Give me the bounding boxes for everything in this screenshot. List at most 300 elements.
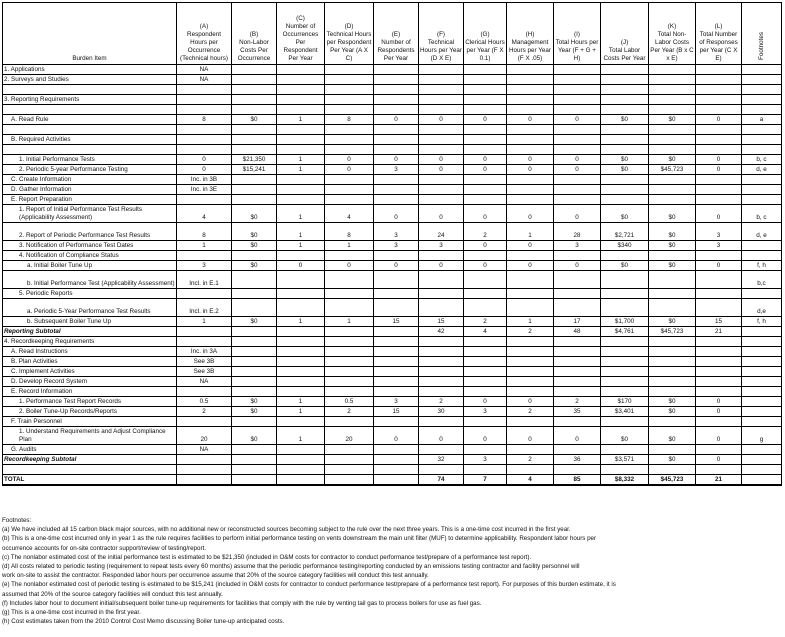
table-cell: $0 [649,261,696,271]
table-cell: 4 [177,205,232,223]
table-cell [507,417,554,427]
table-cell [696,289,742,299]
column-header [742,3,782,65]
table-cell [277,347,325,357]
column-header [232,3,277,65]
table-cell [277,145,325,155]
table-cell [696,95,742,105]
table-cell [742,337,782,347]
table-cell [419,251,464,261]
table-cell: 0 [696,407,742,417]
burden-item-cell: C. Implement Activities [3,367,177,377]
table-cell: $0 [649,317,696,327]
table-cell: Inc. in 3E [177,185,232,195]
table-cell: 0 [696,455,742,465]
burden-item-cell: 3. Notification of Performance Test Dates [3,241,177,251]
burden-item-cell: 3. Reporting Requirements [3,95,177,105]
table-cell [601,125,649,135]
table-cell: 20 [325,427,374,445]
table-row [3,261,782,271]
table-cell [374,185,419,195]
table-cell [325,85,374,95]
table-cell: 2 [177,407,232,417]
table-cell [232,195,277,205]
table-cell: 3 [696,223,742,241]
table-cell [601,251,649,261]
table-cell [507,85,554,95]
column-header [419,3,464,65]
table-cell [177,125,232,135]
table-cell: $4,761 [601,327,649,337]
table-cell [277,251,325,261]
footnote-line: (f) Includes labor hour to document initial/subsequent boiler tune-up requirements for facilities that comply with the rule by venting tail gas to process boilers for use as fuel gas. [2,599,482,607]
table-cell [325,387,374,397]
table-cell [649,347,696,357]
table-cell: $0 [232,241,277,251]
table-cell [277,195,325,205]
table-cell: d, e [742,165,782,175]
burden-item-cell: F. Train Personnel [3,417,177,427]
table-cell [232,85,277,95]
table-cell [601,135,649,145]
table-cell: 0 [507,165,554,175]
table-cell: 28 [554,223,601,241]
table-cell [232,377,277,387]
table-cell [419,135,464,145]
table-cell [374,367,419,377]
table-cell [277,65,325,75]
table-cell: 30 [419,407,464,417]
table-cell: 85 [554,475,601,486]
table-cell [649,125,696,135]
table-cell [325,105,374,115]
table-cell: 0 [325,261,374,271]
table-cell [554,251,601,261]
column-header-letter: (I) [574,31,580,38]
burden-item-cell: 5. Periodic Reports [3,289,177,299]
footnote-line: (a) We have included all 15 carbon black major sources, with no additional new or reconstructed sources becoming subject to the rule over the next three years. This is a one-time cost incurred in the first year. [2,526,571,534]
burden-item-cell [3,125,177,135]
table-cell [742,417,782,427]
table-cell [374,195,419,205]
table-row [3,317,782,327]
column-header [177,3,232,65]
table-cell [601,357,649,367]
table-cell [601,145,649,155]
column-header [507,3,554,65]
burden-item-cell: Reporting Subtotal [3,327,177,337]
column-header [464,3,507,65]
table-cell [507,105,554,115]
table-cell [177,145,232,155]
table-cell: 0 [374,115,419,125]
table-row [3,185,782,195]
table-cell: See 3B [177,357,232,367]
table-cell [696,337,742,347]
table-cell [649,185,696,195]
table-cell [232,135,277,145]
table-cell: 0 [419,115,464,125]
table-cell [696,445,742,455]
table-cell [464,377,507,387]
table-cell: 1 [277,241,325,251]
table-cell: 0 [507,205,554,223]
table-cell [325,367,374,377]
table-cell [232,251,277,261]
table-cell [649,417,696,427]
column-header-label: Non-Labor Costs Per Occurrence [237,39,271,62]
table-cell [742,185,782,195]
burden-item-cell [3,465,177,475]
table-cell: $0 [232,261,277,271]
table-cell [696,417,742,427]
table-cell: $0 [232,427,277,445]
burden-item-cell: a. Periodic 5-Year Performance Test Results [3,299,177,317]
table-cell [419,289,464,299]
table-cell: 3 [464,455,507,465]
table-cell [696,377,742,387]
table-cell: d,e [742,299,782,317]
table-cell: NA [177,65,232,75]
table-cell [696,125,742,135]
table-cell [464,465,507,475]
column-header-letter: (K) [667,23,677,30]
table-cell [325,337,374,347]
table-cell [232,175,277,185]
table-cell: 3 [696,241,742,251]
table-cell [554,125,601,135]
table-cell [464,445,507,455]
table-cell [374,337,419,347]
table-cell [232,105,277,115]
table-cell [649,299,696,317]
table-cell [601,105,649,115]
table-cell: 2 [507,407,554,417]
table-row [3,241,782,251]
table-cell: $0 [232,115,277,125]
table-cell [419,347,464,357]
table-cell [554,337,601,347]
table-cell: 3 [374,397,419,407]
table-cell [374,135,419,145]
table-cell [325,135,374,145]
table-cell [277,377,325,387]
table-cell: 8 [177,115,232,125]
table-row [3,205,782,223]
table-cell [696,185,742,195]
table-cell: 0 [177,165,232,175]
column-header-letter: (A) [199,23,209,30]
table-cell: 0 [374,427,419,445]
table-cell: 15 [419,317,464,327]
table-cell: NA [177,75,232,85]
burden-item-cell: E. Record Information [3,387,177,397]
table-cell [374,377,419,387]
table-cell [464,75,507,85]
table-cell [374,85,419,95]
table-cell [177,337,232,347]
table-row [3,465,782,475]
table-row [3,347,782,357]
table-cell [696,85,742,95]
table-cell [325,289,374,299]
table-cell [554,85,601,95]
table-row [3,75,782,85]
table-cell [419,271,464,289]
table-cell [554,289,601,299]
table-cell [374,327,419,337]
table-cell: 0 [696,155,742,165]
table-cell [464,251,507,261]
table-cell [601,337,649,347]
table-row [3,367,782,377]
table-cell: $15,241 [232,165,277,175]
table-cell [696,367,742,377]
table-cell [419,195,464,205]
table-cell [419,65,464,75]
table-cell [177,417,232,427]
table-cell [742,377,782,387]
table-cell [554,417,601,427]
table-cell: 8 [325,115,374,125]
table-cell [742,347,782,357]
table-cell [649,145,696,155]
table-cell: 36 [554,455,601,465]
table-cell: 17 [554,317,601,327]
total-row [3,475,782,486]
table-cell: 2 [419,397,464,407]
subtotal-row [3,327,782,337]
burden-table-container [2,2,782,486]
table-cell [374,65,419,75]
table-row [3,85,782,95]
table-cell [232,299,277,317]
column-header [696,3,742,65]
table-cell [649,337,696,347]
table-cell [742,465,782,475]
table-cell [649,85,696,95]
table-cell [277,357,325,367]
table-cell: 0.5 [325,397,374,407]
table-cell: 1 [277,165,325,175]
table-cell [742,85,782,95]
table-row [3,125,782,135]
table-cell: 0 [464,115,507,125]
burden-item-cell: D. Develop Record System [3,377,177,387]
table-cell [696,175,742,185]
table-cell [649,251,696,261]
table-cell [419,185,464,195]
table-cell [325,299,374,317]
table-cell: $8,332 [601,475,649,486]
table-cell [601,347,649,357]
table-cell [601,185,649,195]
table-cell: b,c [742,271,782,289]
table-row [3,135,782,145]
column-header-label: Footnotes [757,31,765,60]
table-row [3,387,782,397]
table-cell [325,65,374,75]
table-cell: $3,571 [601,455,649,465]
table-row [3,105,782,115]
table-row [3,95,782,105]
table-cell [325,75,374,85]
table-cell [507,357,554,367]
table-cell [601,465,649,475]
table-cell: 3 [374,223,419,241]
table-cell: $0 [649,115,696,125]
table-cell [507,377,554,387]
column-header-letter: (B) [249,31,259,38]
table-cell [507,445,554,455]
burden-item-cell: E. Report Preparation [3,195,177,205]
column-header-label: Clerical Hours per Year (F X 0.1) [465,39,505,62]
table-cell [742,95,782,105]
table-cell [507,185,554,195]
table-cell [177,455,232,465]
table-cell [374,455,419,465]
table-cell [419,367,464,377]
column-header [601,3,649,65]
column-header [277,3,325,65]
table-cell [507,125,554,135]
column-header [649,3,696,65]
table-cell [419,377,464,387]
column-header [374,3,419,65]
table-cell: 2 [464,223,507,241]
table-cell [277,289,325,299]
table-cell [374,347,419,357]
table-cell [742,175,782,185]
table-cell [742,289,782,299]
table-cell [277,327,325,337]
table-cell: 8 [325,223,374,241]
table-row [3,289,782,299]
table-cell: 0 [177,155,232,165]
table-cell [742,251,782,261]
table-cell [232,185,277,195]
table-cell: 21 [696,327,742,337]
table-cell [277,125,325,135]
burden-item-cell: 1. Performance Test Report Records [3,397,177,407]
table-row [3,417,782,427]
table-cell [601,289,649,299]
table-cell [696,347,742,357]
table-cell: 0 [419,261,464,271]
burden-item-cell: 2. Report of Periodic Performance Test Results [3,223,177,241]
table-row [3,271,782,289]
burden-item-cell [3,85,177,95]
table-cell [696,251,742,261]
table-cell: 1 [177,241,232,251]
table-cell [464,299,507,317]
table-cell [232,455,277,465]
table-row [3,377,782,387]
table-cell: 21 [696,475,742,486]
table-cell [464,347,507,357]
table-cell [649,65,696,75]
subtotal-row [3,455,782,465]
table-cell [507,271,554,289]
table-cell: 1 [277,427,325,445]
table-cell [232,357,277,367]
burden-item-cell: 1. Applications [3,65,177,75]
table-cell [325,271,374,289]
table-cell [177,475,232,486]
table-cell: 0 [419,427,464,445]
table-cell [374,445,419,455]
table-cell [464,337,507,347]
table-cell [696,299,742,317]
footnotes-list [2,525,782,626]
table-cell: $0 [601,115,649,125]
burden-item-cell: 2. Surveys and Studies [3,75,177,85]
burden-item-cell: 1. Understand Requirements and Adjust Compliance Plan [3,427,177,445]
table-cell [232,367,277,377]
column-header-label: Total Labor Costs Per Year [603,47,646,62]
table-cell [232,337,277,347]
table-cell: $0 [649,427,696,445]
table-cell [419,75,464,85]
table-cell: Incl. in E.1 [177,271,232,289]
table-cell [277,475,325,486]
table-cell [601,445,649,455]
table-cell [232,125,277,135]
table-cell [601,195,649,205]
table-cell: $0 [649,455,696,465]
table-cell [325,445,374,455]
table-cell [601,75,649,85]
table-cell [464,367,507,377]
column-header-label: Number of Respondents Per Year [377,39,415,62]
footnote-line: occurrence accounts for on-site contractor support/review of testing/report. [2,544,206,552]
table-cell [464,175,507,185]
table-cell [696,357,742,367]
table-cell: 0 [554,115,601,125]
table-cell [177,85,232,95]
table-cell: $2,721 [601,223,649,241]
table-cell [554,105,601,115]
table-cell [742,195,782,205]
table-cell: 1 [277,205,325,223]
table-cell: 0 [464,205,507,223]
table-cell: 0 [464,397,507,407]
table-row [3,195,782,205]
burden-item-cell: 1. Initial Performance Tests [3,155,177,165]
table-cell: 15 [374,317,419,327]
table-cell [232,475,277,486]
table-cell: $45,723 [649,475,696,486]
table-cell [277,75,325,85]
table-cell: $0 [601,155,649,165]
table-row [3,445,782,455]
header-row [3,3,782,65]
table-cell [554,377,601,387]
table-cell [419,445,464,455]
table-cell [507,387,554,397]
table-cell: $0 [649,155,696,165]
table-cell [507,135,554,145]
table-cell: $0 [601,165,649,175]
column-header-letter: (L) [714,23,723,30]
table-cell [649,465,696,475]
table-cell [507,299,554,317]
table-cell [696,65,742,75]
table-row [3,357,782,367]
table-cell [419,387,464,397]
footnotes-title: Footnotes: [2,517,32,524]
table-cell [277,455,325,465]
